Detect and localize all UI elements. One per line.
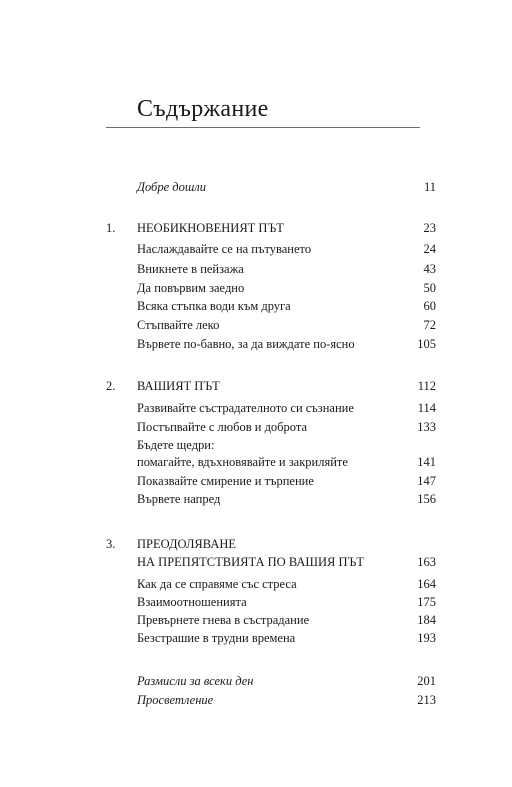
toc-entry-title: Просветление [137, 693, 214, 707]
toc-chapter [0, 535, 512, 553]
toc-entry-title: Всяка стъпка води към друга [137, 299, 291, 313]
toc-entry-title: Как да се справяме със стреса [137, 577, 297, 591]
toc-entry-page: 213 [417, 693, 436, 707]
toc-entry-page: 11 [423, 180, 436, 194]
toc-entry [0, 575, 512, 593]
toc-entry-page: 193 [417, 631, 436, 645]
toc-entry-page: 114 [417, 401, 436, 415]
toc-entry-title: Показвайте смирение и търпение [137, 474, 314, 488]
toc-entry-title: Добре дошли [137, 180, 206, 194]
toc-entry [0, 436, 512, 454]
title-divider [106, 127, 420, 128]
chapter-number: 1. [106, 221, 116, 235]
toc-entry-page: 24 [423, 242, 436, 256]
toc-entry-page: 50 [423, 281, 436, 295]
chapter-title: НЕОБИКНОВЕНИЯТ ПЪТ [137, 221, 284, 235]
toc-entry [0, 335, 512, 353]
toc-entry-page: 112 [417, 379, 436, 393]
chapter-title: ПРЕОДОЛЯВАНЕ [137, 537, 237, 551]
toc-entry-page: 23 [423, 221, 436, 235]
toc-entry-title: Постъпвайте с любов и доброта [137, 420, 308, 434]
toc-entry [0, 611, 512, 629]
toc-entry-title: Да повървим заедно [137, 281, 245, 295]
toc-entry-page: 201 [417, 674, 436, 688]
toc-entry [0, 260, 512, 278]
toc-entry [0, 297, 512, 315]
chapter-number: 3. [106, 537, 116, 551]
toc-entry-title: Бъдете щедри: [137, 438, 215, 452]
toc-entry [0, 672, 512, 690]
toc-entry-page: 43 [423, 262, 436, 276]
toc-entry-page: 60 [423, 299, 436, 313]
toc-chapter [0, 219, 512, 237]
toc-entry [0, 279, 512, 297]
toc-entry-page: 156 [417, 492, 436, 506]
toc-entry [0, 472, 512, 490]
toc-entry [0, 691, 512, 709]
toc-entry [0, 316, 512, 334]
toc-entry [0, 490, 512, 508]
toc-entry [0, 593, 512, 611]
toc-entry-page: 164 [417, 577, 436, 591]
toc-entry [0, 399, 512, 417]
toc-entry-title: Размисли за всеки ден [137, 674, 254, 688]
toc-entry-title: Взаимоотношенията [137, 595, 247, 609]
toc-entry [0, 629, 512, 647]
toc-entry-title: Безстрашие в трудни времена [137, 631, 296, 645]
toc-entry-title: Наслаждавайте се на пътуването [137, 242, 312, 256]
toc-entry-page: 175 [417, 595, 436, 609]
toc-entry-title: Вървете напред [137, 492, 221, 506]
toc-entry-page: 147 [417, 474, 436, 488]
toc-entry-title: Превърнете гнева в състрадание [137, 613, 310, 627]
page-title: Съдържание [137, 96, 269, 122]
chapter-title: ВАШИЯТ ПЪТ [137, 379, 220, 393]
toc-entry-page: 163 [417, 555, 436, 569]
chapter-number: 2. [106, 379, 116, 393]
toc-entry-page: 105 [417, 337, 436, 351]
toc-entry [0, 418, 512, 436]
toc-chapter [0, 377, 512, 395]
toc-entry-title: Стъпвайте леко [137, 318, 220, 332]
toc-entry [0, 178, 512, 196]
toc-chapter-continued [0, 553, 512, 571]
toc-entry-title: Развивайте състрадателното си съзнание [137, 401, 354, 415]
toc-entry [0, 240, 512, 258]
toc-entry-page: 141 [417, 455, 436, 469]
toc-entry-page: 72 [423, 318, 436, 332]
toc-entry-title: Вникнете в пейзажа [137, 262, 244, 276]
toc-entry-page: 184 [417, 613, 436, 627]
toc-entry-page: 133 [417, 420, 436, 434]
toc-entry-title: Вървете по-бавно, за да виждате по-ясно [137, 337, 355, 351]
toc-entry-title: помагайте, вдъхновявайте и закриляйте [137, 455, 348, 469]
toc-entry [0, 453, 512, 471]
chapter-title: НА ПРЕПЯТСТВИЯТА ПО ВАШИЯ ПЪТ [137, 555, 364, 569]
